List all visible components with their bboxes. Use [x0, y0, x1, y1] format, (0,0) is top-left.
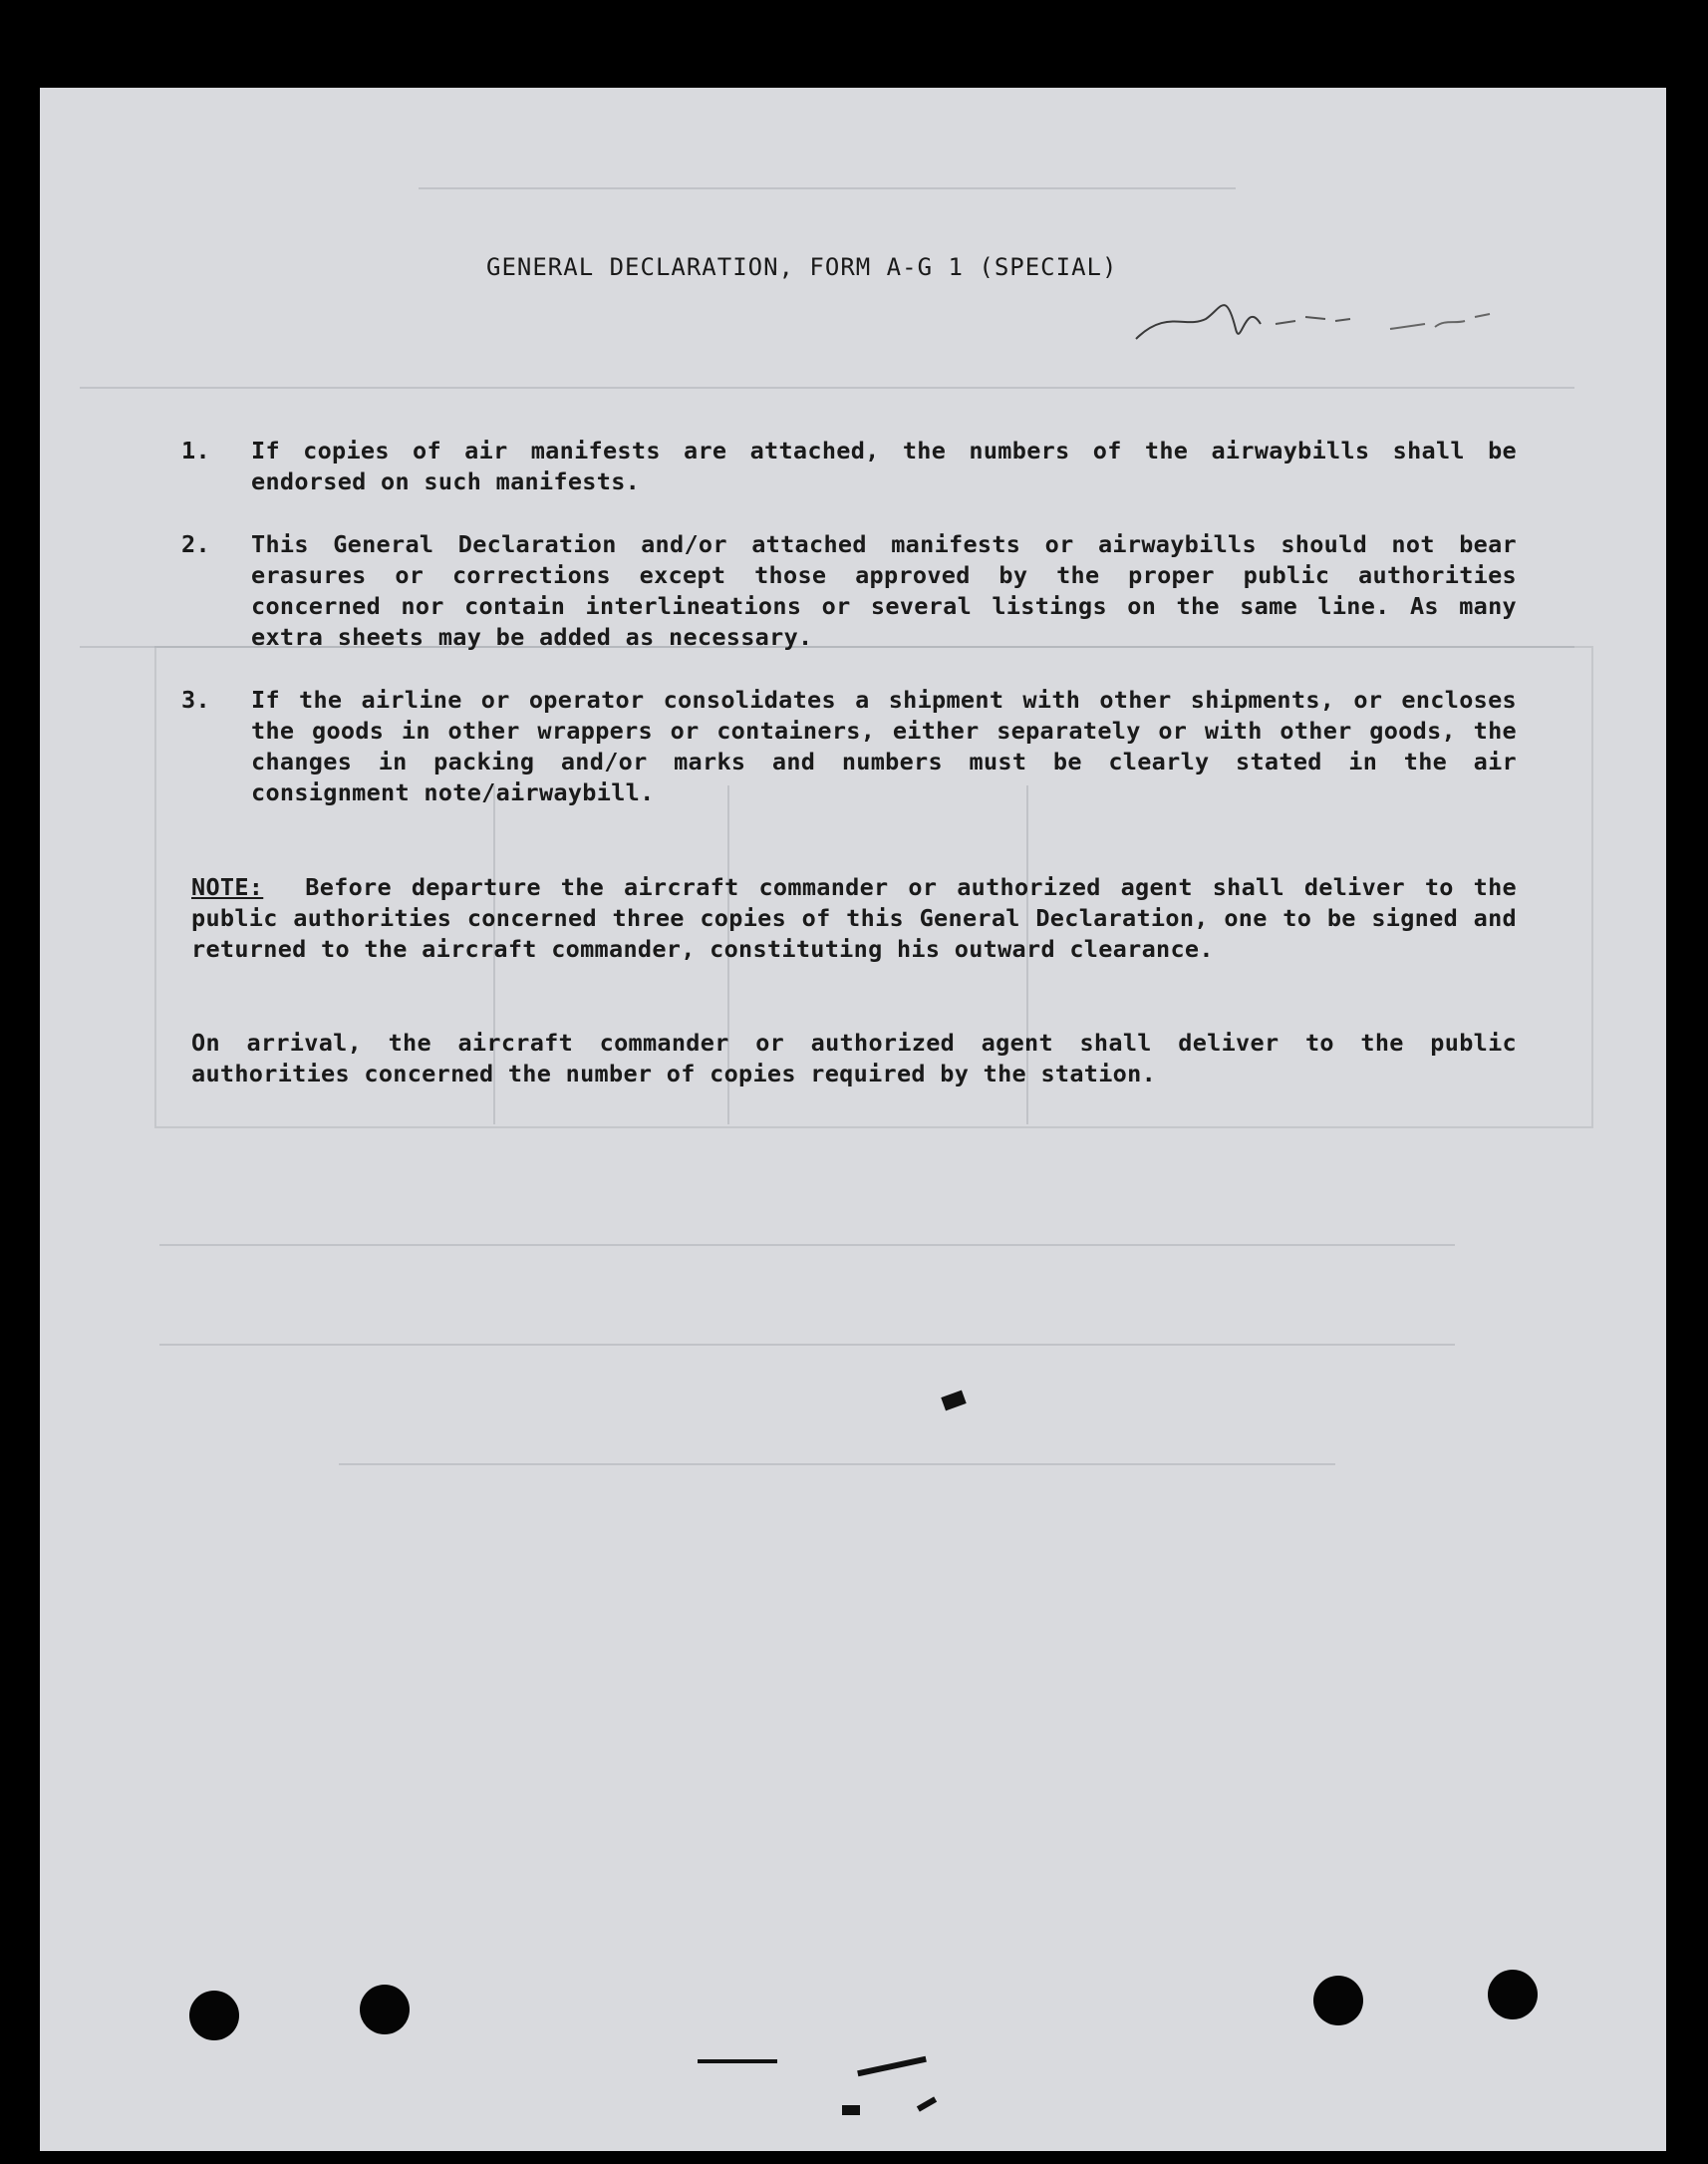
list-item-number: 3.: [181, 686, 210, 714]
page-title: GENERAL DECLARATION, FORM A-G 1 (SPECIAL): [486, 253, 1118, 281]
ink-mark: [698, 2059, 777, 2063]
punch-hole: [360, 1985, 410, 2034]
bleed-through-background: [40, 88, 1666, 2151]
arrival-paragraph: On arrival, the aircraft commander or authorized agent shall deliver to the public authorities concerned the number of copies required by the station.: [191, 1029, 1517, 1087]
punch-hole: [189, 1991, 239, 2040]
list-item: [181, 685, 1517, 808]
note-text: Before departure the aircraft commander or authorized agent shall deliver to the public authorities concerned three copies of this General Declaration, one to be signed and returned to the aircraft commander, constituting his outward clearance.: [191, 873, 1517, 963]
note-paragraph: [191, 872, 1517, 965]
ink-mark: [842, 2105, 860, 2115]
document-page: [40, 88, 1666, 2151]
punch-hole: [1313, 1976, 1363, 2025]
list-item-text: This General Declaration and/or attached manifests or airwaybills should not bear erasures or corrections except those approved by the proper public authorities concerned nor contain interlineations or several listings on the same line. As many extra sheets may be added as necessary.: [251, 530, 1517, 651]
list-item-number: 1.: [181, 437, 210, 464]
note-label: NOTE:: [191, 873, 264, 901]
list-item-text: If the airline or operator consolidates a shipment with other shipments, or encloses the goods in other wrappers or containers, either separately or with other goods, the changes in packing and/or marks and numbers must be clearly stated in the air consignment note/airwaybill.: [251, 686, 1517, 806]
list-item: [181, 529, 1517, 653]
punch-hole: [1488, 1970, 1538, 2019]
list-item-text: If copies of air manifests are attached, the numbers of the airwaybills shall be endorsed on such manifests.: [251, 437, 1517, 495]
list-item-number: 2.: [181, 530, 210, 558]
list-item: [181, 436, 1517, 497]
